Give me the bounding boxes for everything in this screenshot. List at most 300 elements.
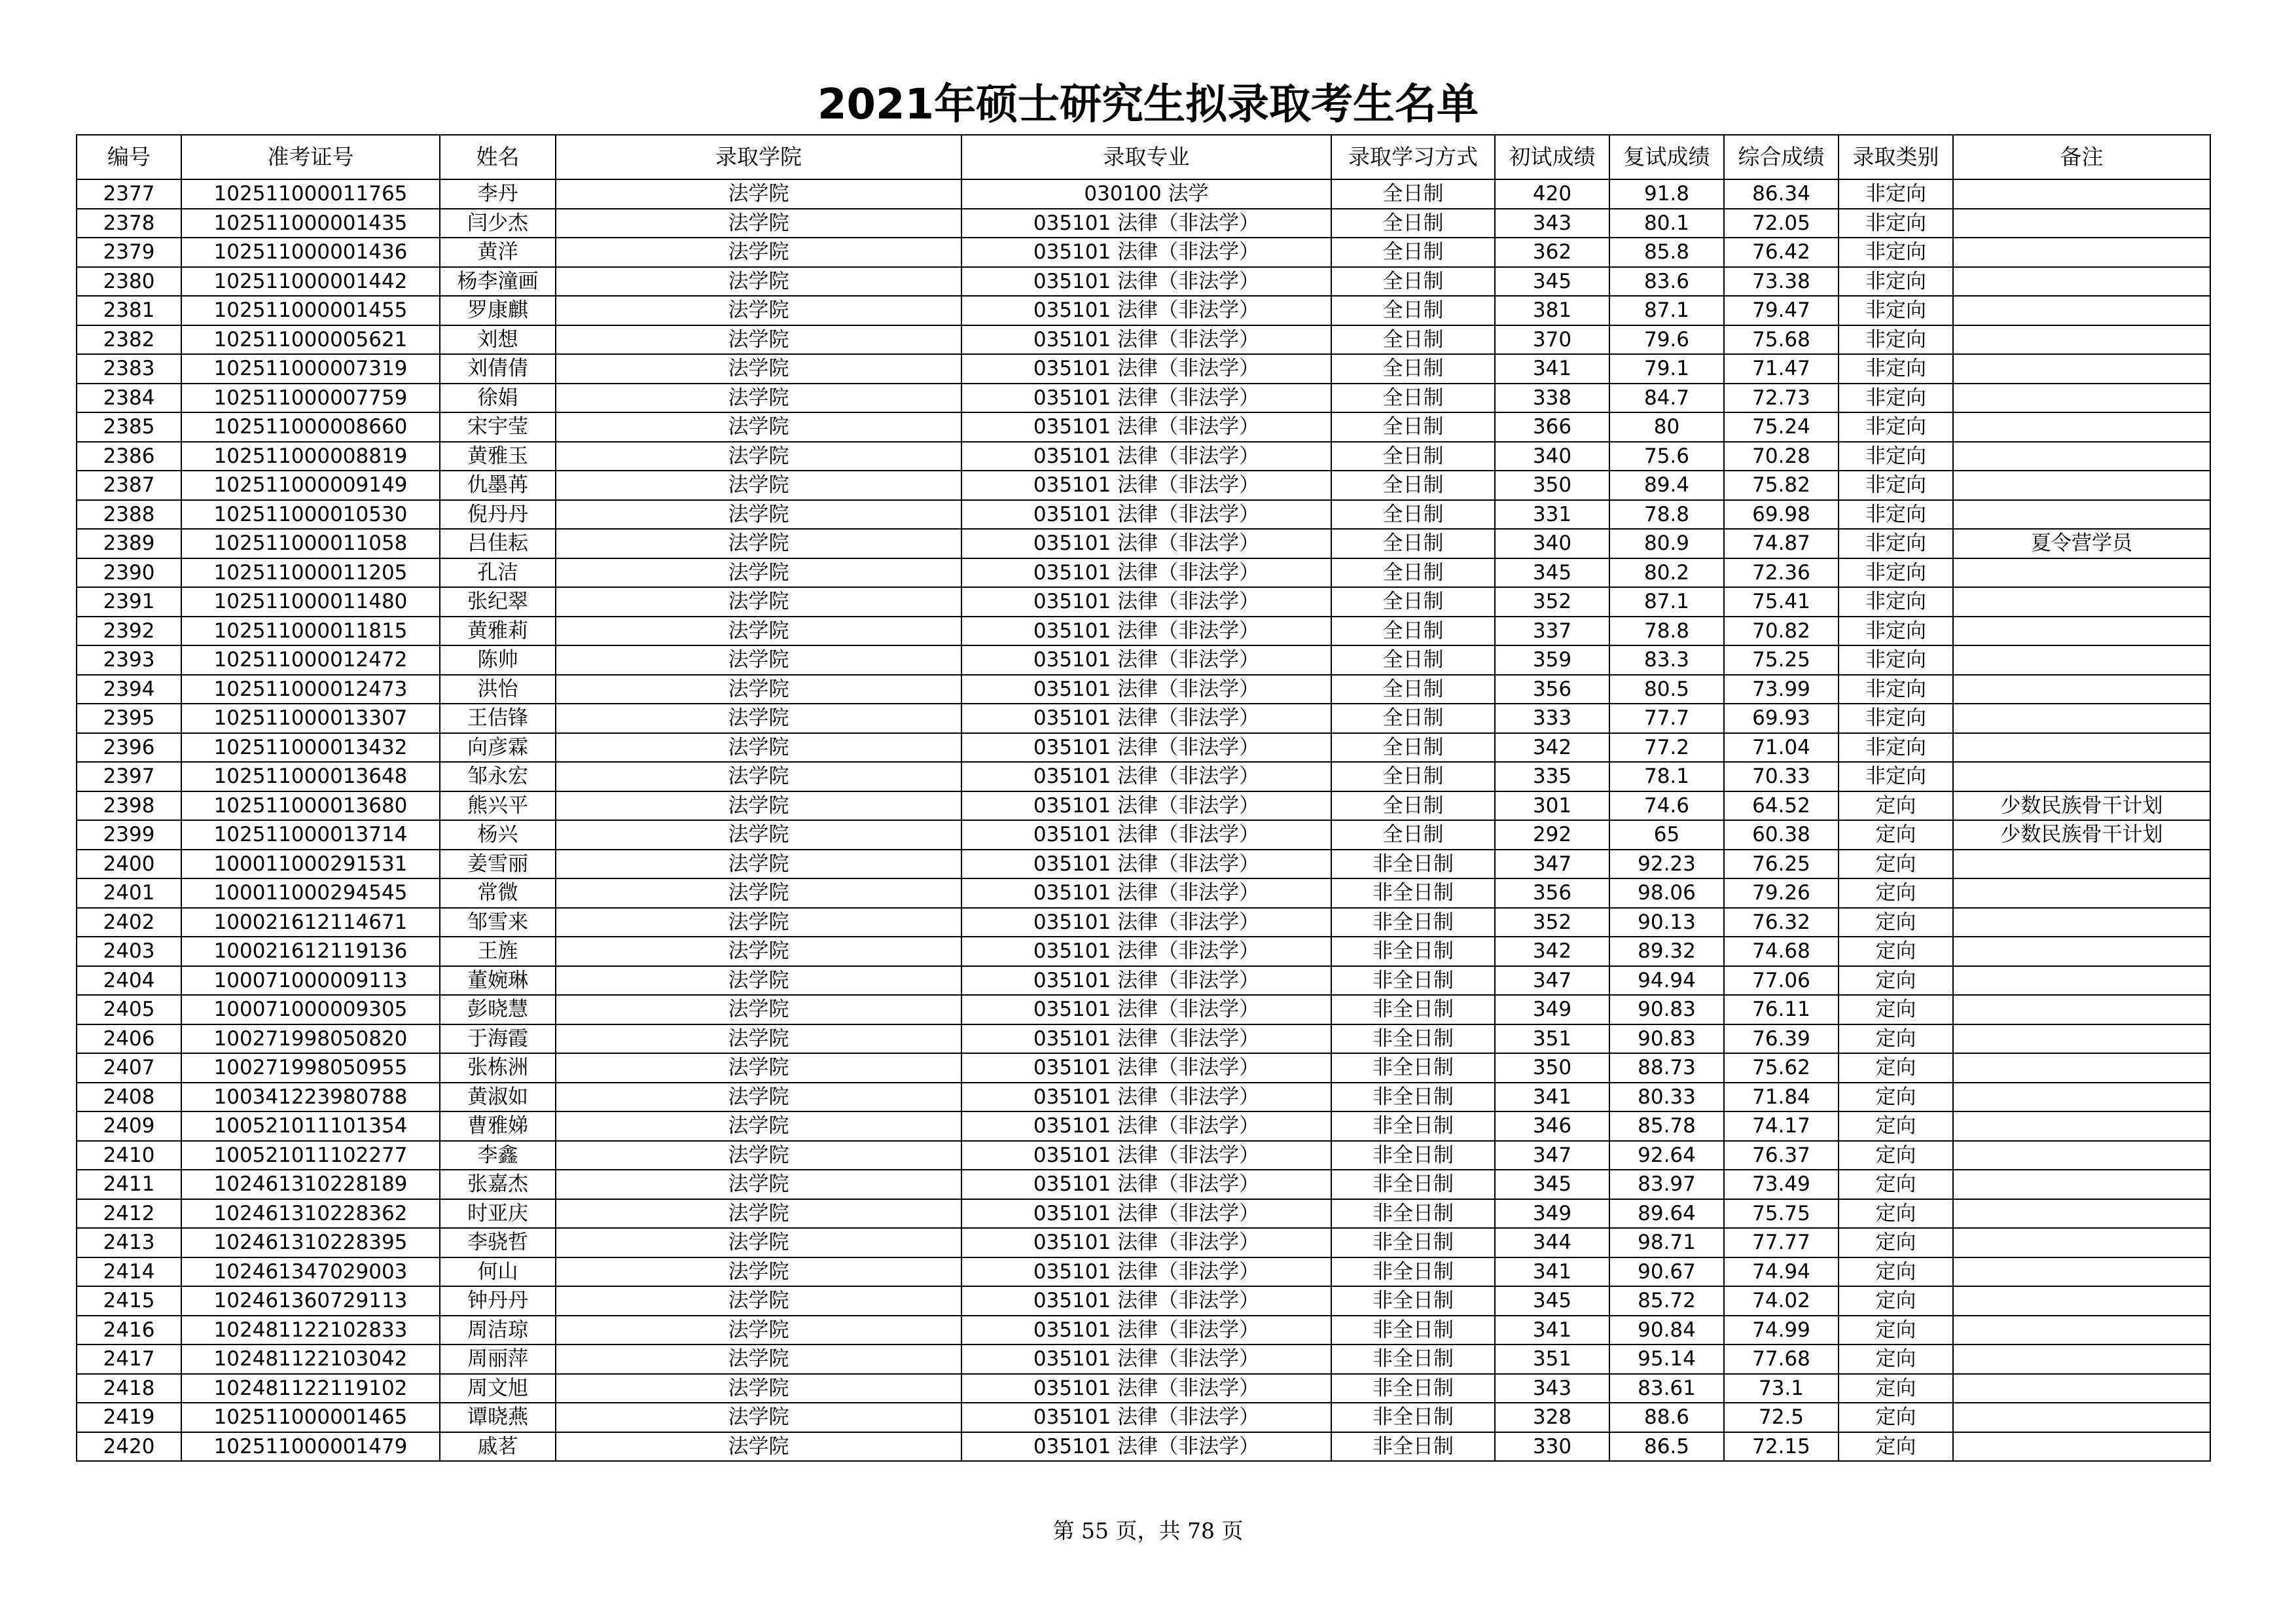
cell-remarks <box>1953 1286 2210 1316</box>
cell-total-score: 79.47 <box>1724 296 1839 325</box>
cell-college: 法学院 <box>556 558 961 588</box>
table-row <box>77 412 2210 442</box>
cell-college: 法学院 <box>556 384 961 413</box>
cell-name: 李鑫 <box>440 1141 556 1170</box>
cell-category: 非定向 <box>1839 733 1953 763</box>
cell-major: 035101 法律（非法学） <box>961 412 1331 442</box>
table-row <box>77 850 2210 879</box>
cell-category: 定向 <box>1839 1083 1953 1112</box>
cell-exam-id: 102511000013680 <box>181 791 440 821</box>
cell-category: 定向 <box>1839 1024 1953 1054</box>
cell-number: 2407 <box>77 1053 181 1083</box>
cell-retest-score: 91.8 <box>1609 179 1724 209</box>
footer-current-page: 55 <box>1081 1518 1109 1543</box>
cell-study-mode: 全日制 <box>1331 704 1495 733</box>
footer-middle: 页，共 <box>1115 1518 1181 1543</box>
cell-initial-score: 331 <box>1495 500 1609 530</box>
table-row <box>77 1374 2210 1403</box>
cell-retest-score: 98.06 <box>1609 878 1724 908</box>
cell-name: 常微 <box>440 878 556 908</box>
cell-college: 法学院 <box>556 296 961 325</box>
cell-study-mode: 非全日制 <box>1331 1053 1495 1083</box>
cell-study-mode: 全日制 <box>1331 820 1495 850</box>
cell-initial-score: 352 <box>1495 587 1609 617</box>
cell-college: 法学院 <box>556 675 961 704</box>
cell-college: 法学院 <box>556 325 961 355</box>
cell-retest-score: 85.8 <box>1609 238 1724 267</box>
cell-retest-score: 83.3 <box>1609 645 1724 675</box>
cell-retest-score: 75.6 <box>1609 442 1724 471</box>
cell-category: 定向 <box>1839 1374 1953 1403</box>
cell-study-mode: 非全日制 <box>1331 1024 1495 1054</box>
cell-study-mode: 非全日制 <box>1331 1344 1495 1374</box>
cell-exam-id: 102461310228362 <box>181 1199 440 1229</box>
cell-retest-score: 79.1 <box>1609 354 1724 384</box>
cell-major: 035101 法律（非法学） <box>961 762 1331 791</box>
cell-major: 035101 法律（非法学） <box>961 645 1331 675</box>
cell-college: 法学院 <box>556 1374 961 1403</box>
table-row <box>77 1053 2210 1083</box>
table-row <box>77 238 2210 267</box>
cell-number: 2382 <box>77 325 181 355</box>
cell-number: 2391 <box>77 587 181 617</box>
cell-number: 2411 <box>77 1170 181 1199</box>
cell-study-mode: 全日制 <box>1331 645 1495 675</box>
cell-major: 035101 法律（非法学） <box>961 908 1331 937</box>
cell-college: 法学院 <box>556 1257 961 1287</box>
cell-college: 法学院 <box>556 1170 961 1199</box>
cell-study-mode: 全日制 <box>1331 354 1495 384</box>
cell-retest-score: 80.2 <box>1609 558 1724 588</box>
cell-total-score: 86.34 <box>1724 179 1839 209</box>
cell-name: 洪怡 <box>440 675 556 704</box>
cell-name: 黄雅玉 <box>440 442 556 471</box>
cell-number: 2377 <box>77 179 181 209</box>
cell-exam-id: 102511000011765 <box>181 179 440 209</box>
cell-college: 法学院 <box>556 645 961 675</box>
cell-college: 法学院 <box>556 704 961 733</box>
cell-initial-score: 340 <box>1495 442 1609 471</box>
cell-category: 非定向 <box>1839 384 1953 413</box>
cell-college: 法学院 <box>556 471 961 500</box>
cell-major: 035101 法律（非法学） <box>961 791 1331 821</box>
cell-number: 2381 <box>77 296 181 325</box>
table-row <box>77 296 2210 325</box>
cell-college: 法学院 <box>556 1053 961 1083</box>
cell-remarks <box>1953 645 2210 675</box>
cell-exam-id: 102511000013714 <box>181 820 440 850</box>
cell-name: 黄洋 <box>440 238 556 267</box>
cell-total-score: 70.82 <box>1724 617 1839 646</box>
cell-total-score: 73.38 <box>1724 267 1839 297</box>
cell-category: 非定向 <box>1839 412 1953 442</box>
cell-study-mode: 非全日制 <box>1331 850 1495 879</box>
cell-name: 李丹 <box>440 179 556 209</box>
cell-number: 2392 <box>77 617 181 646</box>
cell-name: 谭晓燕 <box>440 1403 556 1432</box>
cell-remarks <box>1953 412 2210 442</box>
cell-initial-score: 337 <box>1495 617 1609 646</box>
cell-total-score: 77.06 <box>1724 966 1839 996</box>
cell-initial-score: 366 <box>1495 412 1609 442</box>
cell-study-mode: 非全日制 <box>1331 1374 1495 1403</box>
cell-exam-id: 102511000008660 <box>181 412 440 442</box>
cell-initial-score: 333 <box>1495 704 1609 733</box>
cell-number: 2380 <box>77 267 181 297</box>
cell-study-mode: 非全日制 <box>1331 1199 1495 1229</box>
cell-initial-score: 341 <box>1495 1257 1609 1287</box>
cell-initial-score: 343 <box>1495 1374 1609 1403</box>
cell-number: 2404 <box>77 966 181 996</box>
cell-exam-id: 100011000294545 <box>181 878 440 908</box>
cell-category: 非定向 <box>1839 558 1953 588</box>
cell-total-score: 75.24 <box>1724 412 1839 442</box>
cell-initial-score: 351 <box>1495 1344 1609 1374</box>
cell-remarks <box>1953 1111 2210 1141</box>
cell-exam-id: 102461360729113 <box>181 1286 440 1316</box>
cell-exam-id: 102511000001442 <box>181 267 440 297</box>
cell-number: 2403 <box>77 937 181 966</box>
cell-total-score: 75.82 <box>1724 471 1839 500</box>
table-row <box>77 1344 2210 1374</box>
cell-major: 035101 法律（非法学） <box>961 1170 1331 1199</box>
cell-retest-score: 80.1 <box>1609 209 1724 238</box>
cell-number: 2420 <box>77 1432 181 1462</box>
cell-name: 何山 <box>440 1257 556 1287</box>
cell-retest-score: 78.8 <box>1609 500 1724 530</box>
table-row <box>77 762 2210 791</box>
cell-retest-score: 92.23 <box>1609 850 1724 879</box>
cell-number: 2386 <box>77 442 181 471</box>
cell-category: 非定向 <box>1839 762 1953 791</box>
cell-retest-score: 80.9 <box>1609 529 1724 558</box>
cell-category: 定向 <box>1839 1286 1953 1316</box>
cell-name: 倪丹丹 <box>440 500 556 530</box>
cell-retest-score: 77.2 <box>1609 733 1724 763</box>
cell-number: 2387 <box>77 471 181 500</box>
cell-major: 035101 法律（非法学） <box>961 1374 1331 1403</box>
cell-study-mode: 全日制 <box>1331 587 1495 617</box>
cell-name: 向彦霖 <box>440 733 556 763</box>
cell-name: 仇墨苒 <box>440 471 556 500</box>
table-row <box>77 1111 2210 1141</box>
cell-major: 035101 法律（非法学） <box>961 1316 1331 1345</box>
cell-college: 法学院 <box>556 1024 961 1054</box>
table-row <box>77 704 2210 733</box>
cell-major: 035101 法律（非法学） <box>961 1053 1331 1083</box>
cell-retest-score: 65 <box>1609 820 1724 850</box>
cell-initial-score: 346 <box>1495 1111 1609 1141</box>
cell-number: 2400 <box>77 850 181 879</box>
table-row <box>77 937 2210 966</box>
cell-category: 定向 <box>1839 1141 1953 1170</box>
cell-remarks <box>1953 995 2210 1024</box>
cell-exam-id: 102511000005621 <box>181 325 440 355</box>
cell-remarks <box>1953 1083 2210 1112</box>
cell-initial-score: 349 <box>1495 995 1609 1024</box>
cell-remarks <box>1953 471 2210 500</box>
cell-number: 2379 <box>77 238 181 267</box>
footer-prefix: 第 <box>1052 1518 1075 1543</box>
cell-name: 彭晓慧 <box>440 995 556 1024</box>
cell-remarks <box>1953 1432 2210 1462</box>
cell-total-score: 71.84 <box>1724 1083 1839 1112</box>
cell-number: 2396 <box>77 733 181 763</box>
cell-major: 035101 法律（非法学） <box>961 558 1331 588</box>
cell-name: 黄雅莉 <box>440 617 556 646</box>
cell-initial-score: 344 <box>1495 1228 1609 1257</box>
cell-total-score: 76.25 <box>1724 850 1839 879</box>
cell-number: 2395 <box>77 704 181 733</box>
table-row <box>77 471 2210 500</box>
cell-major: 035101 法律（非法学） <box>961 238 1331 267</box>
table-row <box>77 645 2210 675</box>
cell-major: 035101 法律（非法学） <box>961 675 1331 704</box>
cell-major: 035101 法律（非法学） <box>961 1111 1331 1141</box>
table-row <box>77 325 2210 355</box>
cell-exam-id: 102461310228395 <box>181 1228 440 1257</box>
col-header-initial-score: 初试成绩 <box>1495 135 1609 179</box>
cell-retest-score: 79.6 <box>1609 325 1724 355</box>
cell-major: 035101 法律（非法学） <box>961 820 1331 850</box>
cell-total-score: 72.05 <box>1724 209 1839 238</box>
cell-initial-score: 356 <box>1495 878 1609 908</box>
cell-name: 徐娟 <box>440 384 556 413</box>
cell-number: 2378 <box>77 209 181 238</box>
table-row <box>77 820 2210 850</box>
table-row <box>77 179 2210 209</box>
cell-total-score: 71.04 <box>1724 733 1839 763</box>
cell-name: 时亚庆 <box>440 1199 556 1229</box>
cell-name: 熊兴平 <box>440 791 556 821</box>
cell-major: 035101 法律（非法学） <box>961 1141 1331 1170</box>
cell-exam-id: 102511000001455 <box>181 296 440 325</box>
cell-number: 2406 <box>77 1024 181 1054</box>
cell-major: 035101 法律（非法学） <box>961 500 1331 530</box>
cell-retest-score: 80 <box>1609 412 1724 442</box>
cell-college: 法学院 <box>556 850 961 879</box>
cell-name: 周洁琼 <box>440 1316 556 1345</box>
cell-retest-score: 90.13 <box>1609 908 1724 937</box>
cell-initial-score: 347 <box>1495 966 1609 996</box>
cell-college: 法学院 <box>556 238 961 267</box>
cell-college: 法学院 <box>556 937 961 966</box>
cell-college: 法学院 <box>556 1286 961 1316</box>
cell-remarks <box>1953 1344 2210 1374</box>
cell-category: 定向 <box>1839 966 1953 996</box>
cell-initial-score: 328 <box>1495 1403 1609 1432</box>
cell-number: 2410 <box>77 1141 181 1170</box>
cell-study-mode: 全日制 <box>1331 471 1495 500</box>
cell-initial-score: 340 <box>1495 529 1609 558</box>
table-row <box>77 529 2210 558</box>
cell-study-mode: 全日制 <box>1331 733 1495 763</box>
cell-number: 2383 <box>77 354 181 384</box>
cell-total-score: 77.77 <box>1724 1228 1839 1257</box>
cell-initial-score: 356 <box>1495 675 1609 704</box>
cell-number: 2399 <box>77 820 181 850</box>
cell-total-score: 72.5 <box>1724 1403 1839 1432</box>
cell-retest-score: 83.61 <box>1609 1374 1724 1403</box>
cell-number: 2393 <box>77 645 181 675</box>
cell-total-score: 76.37 <box>1724 1141 1839 1170</box>
cell-total-score: 76.11 <box>1724 995 1839 1024</box>
cell-major: 035101 法律（非法学） <box>961 1199 1331 1229</box>
cell-exam-id: 102461310228189 <box>181 1170 440 1199</box>
cell-name: 闫少杰 <box>440 209 556 238</box>
cell-retest-score: 89.4 <box>1609 471 1724 500</box>
table-row <box>77 1403 2210 1432</box>
cell-remarks <box>1953 587 2210 617</box>
cell-total-score: 69.93 <box>1724 704 1839 733</box>
cell-number: 2412 <box>77 1199 181 1229</box>
cell-initial-score: 292 <box>1495 820 1609 850</box>
cell-retest-score: 87.1 <box>1609 296 1724 325</box>
cell-name: 周文旭 <box>440 1374 556 1403</box>
cell-study-mode: 非全日制 <box>1331 1257 1495 1287</box>
cell-total-score: 75.25 <box>1724 645 1839 675</box>
cell-initial-score: 343 <box>1495 209 1609 238</box>
cell-name: 刘想 <box>440 325 556 355</box>
cell-retest-score: 84.7 <box>1609 384 1724 413</box>
table-row <box>77 500 2210 530</box>
cell-exam-id: 102511000010530 <box>181 500 440 530</box>
cell-major: 035101 法律（非法学） <box>961 1344 1331 1374</box>
cell-study-mode: 非全日制 <box>1331 1111 1495 1141</box>
cell-initial-score: 345 <box>1495 558 1609 588</box>
col-header-study-mode: 录取学习方式 <box>1331 135 1495 179</box>
cell-initial-score: 370 <box>1495 325 1609 355</box>
cell-college: 法学院 <box>556 733 961 763</box>
cell-study-mode: 全日制 <box>1331 675 1495 704</box>
cell-total-score: 75.41 <box>1724 587 1839 617</box>
table-row <box>77 966 2210 996</box>
cell-remarks <box>1953 1403 2210 1432</box>
table-row <box>77 791 2210 821</box>
cell-initial-score: 420 <box>1495 179 1609 209</box>
cell-major: 035101 法律（非法学） <box>961 1024 1331 1054</box>
cell-total-score: 79.26 <box>1724 878 1839 908</box>
cell-remarks: 少数民族骨干计划 <box>1953 791 2210 821</box>
cell-college: 法学院 <box>556 617 961 646</box>
cell-major: 035101 法律（非法学） <box>961 733 1331 763</box>
cell-major: 035101 法律（非法学） <box>961 704 1331 733</box>
header-row <box>77 135 2210 179</box>
cell-exam-id: 100011000291531 <box>181 850 440 879</box>
cell-category: 非定向 <box>1839 500 1953 530</box>
cell-category: 定向 <box>1839 791 1953 821</box>
cell-college: 法学院 <box>556 529 961 558</box>
cell-college: 法学院 <box>556 1141 961 1170</box>
cell-initial-score: 352 <box>1495 908 1609 937</box>
cell-remarks <box>1953 1374 2210 1403</box>
cell-name: 董婉琳 <box>440 966 556 996</box>
cell-college: 法学院 <box>556 995 961 1024</box>
cell-retest-score: 83.6 <box>1609 267 1724 297</box>
cell-initial-score: 342 <box>1495 937 1609 966</box>
cell-initial-score: 335 <box>1495 762 1609 791</box>
cell-name: 周丽萍 <box>440 1344 556 1374</box>
cell-total-score: 60.38 <box>1724 820 1839 850</box>
cell-major: 035101 法律（非法学） <box>961 209 1331 238</box>
cell-total-score: 73.1 <box>1724 1374 1839 1403</box>
cell-college: 法学院 <box>556 209 961 238</box>
cell-number: 2397 <box>77 762 181 791</box>
cell-exam-id: 100021612114671 <box>181 908 440 937</box>
table-row <box>77 587 2210 617</box>
cell-major: 035101 法律（非法学） <box>961 384 1331 413</box>
cell-category: 非定向 <box>1839 442 1953 471</box>
cell-college: 法学院 <box>556 878 961 908</box>
cell-exam-id: 102511000001436 <box>181 238 440 267</box>
cell-retest-score: 90.83 <box>1609 1024 1724 1054</box>
cell-initial-score: 347 <box>1495 850 1609 879</box>
cell-number: 2398 <box>77 791 181 821</box>
cell-exam-id: 102511000007759 <box>181 384 440 413</box>
cell-total-score: 73.49 <box>1724 1170 1839 1199</box>
cell-name: 李骁哲 <box>440 1228 556 1257</box>
cell-study-mode: 全日制 <box>1331 209 1495 238</box>
cell-initial-score: 338 <box>1495 384 1609 413</box>
cell-remarks <box>1953 878 2210 908</box>
cell-category: 定向 <box>1839 937 1953 966</box>
cell-exam-id: 102511000011815 <box>181 617 440 646</box>
cell-category: 定向 <box>1839 995 1953 1024</box>
col-header-exam-id: 准考证号 <box>181 135 440 179</box>
col-header-major: 录取专业 <box>961 135 1331 179</box>
cell-category: 定向 <box>1839 1170 1953 1199</box>
table-row <box>77 908 2210 937</box>
cell-category: 定向 <box>1839 1111 1953 1141</box>
cell-name: 曹雅娣 <box>440 1111 556 1141</box>
table-row <box>77 675 2210 704</box>
cell-category: 定向 <box>1839 878 1953 908</box>
cell-total-score: 76.42 <box>1724 238 1839 267</box>
cell-major: 035101 法律（非法学） <box>961 1432 1331 1462</box>
cell-initial-score: 351 <box>1495 1024 1609 1054</box>
table-row <box>77 1170 2210 1199</box>
cell-total-score: 76.39 <box>1724 1024 1839 1054</box>
cell-exam-id: 100271998050820 <box>181 1024 440 1054</box>
cell-initial-score: 362 <box>1495 238 1609 267</box>
cell-retest-score: 90.67 <box>1609 1257 1724 1287</box>
cell-exam-id: 102511000007319 <box>181 354 440 384</box>
cell-exam-id: 100521011102277 <box>181 1141 440 1170</box>
footer-total-pages: 78 <box>1187 1518 1215 1543</box>
cell-retest-score: 74.6 <box>1609 791 1724 821</box>
cell-retest-score: 92.64 <box>1609 1141 1724 1170</box>
cell-college: 法学院 <box>556 500 961 530</box>
cell-category: 非定向 <box>1839 645 1953 675</box>
cell-remarks <box>1953 1053 2210 1083</box>
cell-exam-id: 102511000011480 <box>181 587 440 617</box>
cell-study-mode: 全日制 <box>1331 558 1495 588</box>
cell-category: 非定向 <box>1839 209 1953 238</box>
table-row <box>77 267 2210 297</box>
cell-college: 法学院 <box>556 179 961 209</box>
cell-category: 非定向 <box>1839 238 1953 267</box>
cell-exam-id: 102511000008819 <box>181 442 440 471</box>
cell-name: 张纪翠 <box>440 587 556 617</box>
cell-name: 钟丹丹 <box>440 1286 556 1316</box>
cell-study-mode: 全日制 <box>1331 267 1495 297</box>
cell-number: 2389 <box>77 529 181 558</box>
table-row <box>77 1316 2210 1345</box>
cell-category: 定向 <box>1839 820 1953 850</box>
cell-name: 杨李潼画 <box>440 267 556 297</box>
cell-exam-id: 102511000011058 <box>181 529 440 558</box>
cell-retest-score: 77.7 <box>1609 704 1724 733</box>
